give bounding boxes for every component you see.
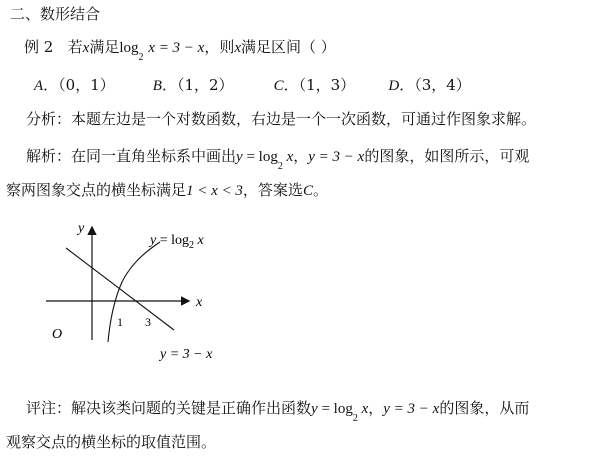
tick-label-3: 3 bbox=[145, 315, 151, 329]
comment-line-2: 观察交点的横坐标的取值范围。 bbox=[6, 433, 217, 451]
origin-label: O bbox=[52, 327, 63, 342]
option-b: B．（1，2） bbox=[152, 76, 234, 94]
option-a: A．（0，1） bbox=[34, 76, 115, 94]
x-axis-label: x bbox=[196, 295, 203, 310]
option-c: C．（1，3） bbox=[273, 76, 356, 94]
solution-line-2: 察两图象交点的横坐标满足1 < x < 3，答案选C。 bbox=[6, 181, 328, 199]
analysis-paragraph: 分析：本题左边是一个对数函数，右边是一个一次函数，可通过作图象求解。 bbox=[26, 110, 537, 128]
line-label: y = 3 − x bbox=[160, 347, 213, 362]
example-label: 例 2 bbox=[24, 38, 54, 56]
section-heading: 二、数形结合 bbox=[10, 5, 101, 23]
comment-line-1: 评注：解决该类问题的关键是正确作出函数$y = \log_2 x$，y = 3 − x的图象，从而 bbox=[26, 399, 530, 424]
log-curve bbox=[108, 242, 160, 342]
option-d: D．（3，4） bbox=[388, 76, 471, 94]
solution-line-1: 解析：在同一直角坐标系中画出$y = \log_2 x$，y = 3 − x的图象，如图所示，可观 bbox=[26, 147, 530, 172]
y-axis-label: y bbox=[78, 221, 85, 236]
example-question: 例 2 若x满足$\log_2 x = 3 - x$，则x满足区间（ ） bbox=[24, 38, 336, 63]
tick-label-1: 1 bbox=[117, 315, 123, 329]
log-curve-label: $y = \log_2 x$ bbox=[150, 233, 204, 251]
